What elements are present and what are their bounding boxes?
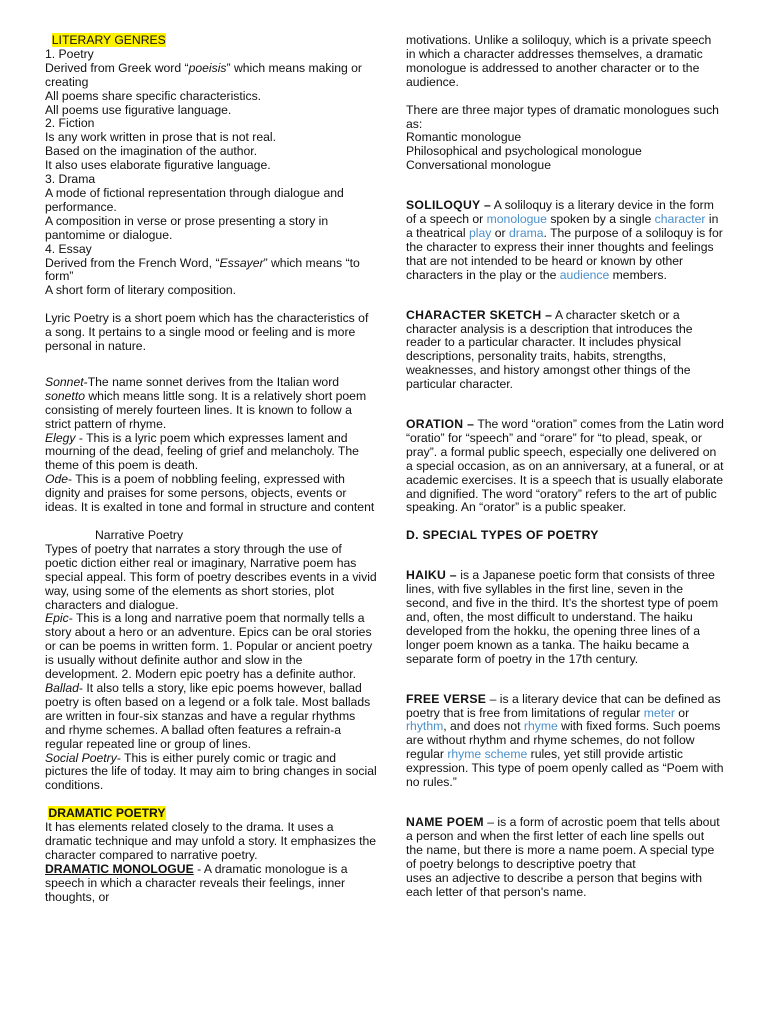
oration-paragraph: ORATION – The word “oration” comes from the Latin word “oratio” for “speech” and “orare” for “to plead, speak, or pray”. a formal public speech, especially one delivered on a special occasion, as on an anniversary, at a funeral, or at academic exercises. It is a speech that is usually elaborate and dignified. The word “oratory” refers to the art of public speaking. An “orator” is a public speaker. [406,417,724,515]
drama-line: A mode of fictional representation through dialogue and performance. [45,185,344,214]
social-poetry-paragraph: Social Poetry- This is either purely comic or tragic and pictures the life of today. It may aim to bring changes in social conditions. [45,750,377,793]
poetry-line: All poems share specific characteristics. [45,88,262,103]
meter-link[interactable]: meter [643,705,675,720]
monologue-continuation: motivations. Unlike a soliloquy, which is a private speech in which a character addresses themselves, a dramatic monologue is addressed to another character or to the audience. [406,33,712,89]
lyric-poetry-paragraph: Lyric Poetry is a short poem which has the characteristics of a song. It pertains to a single mood or feeling and is more personal in nature. [45,311,369,354]
dramatic-poetry-heading: DRAMATIC POETRY [48,806,166,821]
rhythm-link[interactable]: rhythm [406,719,444,734]
poetry-definition: Derived from Greek word “poeisis” which means making or creating [45,60,362,89]
essay-definition: Derived from the French Word, “Essayer” which means “to form” [45,255,360,284]
essay-line: A short form of literary composition. [45,283,237,298]
elegy-paragraph: Elegy - This is a lyric poem which expresses lament and mourning of the dead, feeling of grief and melancholy. The theme of this poem is death. [45,430,359,473]
ballad-paragraph: Ballad- It also tells a story, like epic poems however, ballad poetry is often based on a legend or a folk tale. Most ballads are written in four-six stanzas and have a regular rhythms and rhyme schemes. A ballad often features a refrain-a regular repeated line or group of lines. [45,680,371,751]
fiction-line: Is any work written in prose that is not real. [45,130,276,145]
character-link[interactable]: character [654,212,706,227]
left-column [45,34,377,905]
right-column [406,34,724,899]
literary-genres-heading: LITERARY GENRES [51,33,166,47]
play-link[interactable]: play [469,225,492,240]
drama-line: A composition in verse or prose presenting a story in pantomime or dialogue. [45,213,329,242]
fiction-line: Based on the imagination of the author. [45,144,258,159]
monologue-link[interactable]: monologue [486,212,547,227]
monologue-type: Philosophical and psychological monologue [406,144,642,159]
fiction-line: It also uses elaborate figurative language. [45,158,271,173]
sonnet-paragraph: Sonnet-The name sonnet derives from the Italian word sonetto which means little song. It is a relatively short poem consisting of merely fourteen lines. It is known to follow a strict pattern of rhyme. [45,374,367,431]
dramatic-poetry-paragraph: It has elements related closely to the drama. It uses a dramatic technique and may unfold a story. It emphasizes the character compared to narrative poetry. [45,820,377,862]
drama-heading: 3. Drama [45,172,96,187]
dramatic-monologue-paragraph: DRAMATIC MONOLOGUE - A dramatic monologue is a speech in which a character reveals their feelings, inner thoughts, or [45,861,348,904]
narrative-poetry-heading: Narrative Poetry [95,528,184,542]
haiku-paragraph: HAIKU – is a Japanese poetic form that consists of three lines, with five syllables in the first line, seven in the second, and five in the third. It’s the shortest type of poem and, often, the most difficult to understand. The haiku developed from the hokku, the opening three lines of a longer poem known as a tanka. The haiku became a separate form of poetry in the 17th century. [406,568,719,666]
monologue-types-intro: There are three major types of dramatic monologues such as: [406,102,719,131]
monologue-type: Conversational monologue [406,158,551,173]
fiction-heading: 2. Fiction [45,116,95,131]
rhyme-link[interactable]: rhyme [523,719,558,734]
character-sketch-paragraph: CHARACTER SKETCH – A character sketch or a character analysis is a description that introduces the reader to a particular character. It includes physical descriptions, personality traits, habits, strengths, weaknesses, and history amongst other things of the particular character. [406,307,693,392]
special-types-heading: D. SPECIAL TYPES OF POETRY [406,528,599,543]
monologue-type: Romantic monologue [406,130,522,145]
soliloquy-paragraph: SOLILOQUY – A soliloquy is a literary device in the form of a speech or monologue spoken by a single character in a theatrical play or drama. The purpose of a soliloquy is for the character to express their inner thoughts and feelings that are not intended to be heard or known by other characters in the play or the audience members. [406,198,723,282]
name-poem-paragraph: NAME POEM – is a form of acrostic poem that tells about a person and when the first letter of each line spells out the name, but there is more a name poem. A special type of poetry belongs to descriptive poetry that [406,814,720,871]
drama-link[interactable]: drama [508,225,544,240]
essay-heading: 4. Essay [45,241,92,256]
rhyme-scheme-link[interactable]: rhyme scheme [447,747,528,762]
epic-paragraph: Epic- This is a long and narrative poem that normally tells a story about a hero or an adventure. Epics can be oral stories or can be poems in written form. 1. Popular or ancient poetry is usually without definite author and slow in the development. 2. Modern epic poetry has a definite author. [45,611,373,682]
audience-link[interactable]: audience [559,267,610,282]
poetry-heading: 1. Poetry [45,46,94,61]
free-verse-paragraph: FREE VERSE – is a literary device that can be defined as poetry that is free from limitations of regular meter or rhythm, and does not rhyme with fixed forms. Such poems are without rhythm and rhyme schemes, do not follow regular rhyme scheme rules, yet still provide artistic expression. This type of poem openly called as “Poem with no rules.” [406,691,724,790]
name-poem-paragraph-cont: uses an adjective to describe a person that begins with each letter of that person's name. [406,870,703,899]
narrative-poetry-paragraph: Types of poetry that narrates a story through the use of poetic diction either real or imaginary, Narrative poem has special appeal. This form of poetry describes events in a vivid way, using some of the elements as short stories, plot characters and dialogue. [45,541,377,612]
ode-paragraph: Ode- This is a poem of nobbling feeling, expressed with dignity and praises for some persons, objects, events or ideas. It is exalted in tone and formal in structure and content [45,472,375,515]
poetry-line: All poems use figurative language. [45,102,232,117]
